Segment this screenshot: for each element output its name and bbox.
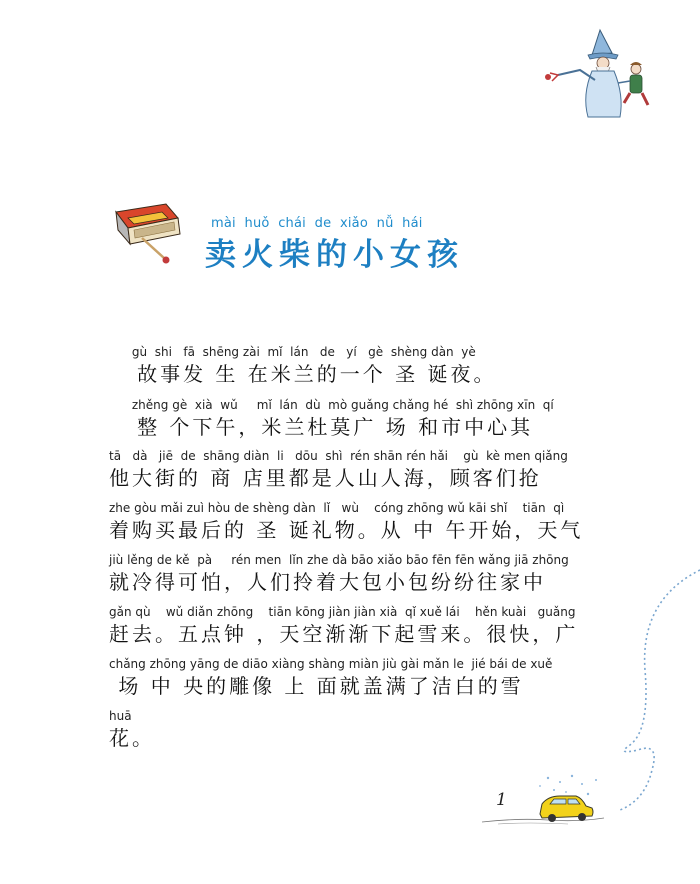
chinese-line: 整 个下午，米兰杜莫广 场 和市中心其	[109, 415, 534, 439]
title-block	[205, 216, 464, 274]
pinyin-line: gǎn qù wǔ diǎn zhōng tiān kōng jiàn jiàn xià qǐ xuě lái hěn kuài guǎng	[109, 605, 576, 619]
page-number: 1	[496, 790, 507, 810]
chinese-line: 场 中 央的雕像 上 面就盖满了洁白的雪	[109, 674, 524, 698]
text-line	[109, 500, 619, 542]
chinese-line: 赶去。五点钟 ，天空渐渐下起雪来。很快，广	[109, 622, 579, 646]
chinese-line: 他大街的 商 店里都是人山人海，顾客们抢	[109, 466, 542, 490]
pinyin-line: zhe gòu mǎi zuì hòu de shèng dàn lǐ wù cóng zhōng wǔ kāi shǐ tiān qì	[109, 501, 565, 515]
pinyin-line: gù shi fā shēng zài mǐ lán de yí gè shèng dàn yè	[109, 345, 476, 359]
pinyin-line: huā	[109, 709, 132, 723]
dotted-curve-decoration	[600, 560, 700, 820]
yellow-car-icon	[478, 772, 608, 832]
text-line	[109, 708, 619, 750]
text-line	[109, 604, 619, 646]
chinese-line: 故事发 生 在米兰的一个 圣 诞夜。	[109, 362, 497, 386]
title-pinyin: mài huǒ chái de xiǎo nǚ hái	[211, 216, 423, 231]
chinese-line: 着购买最后的 圣 诞礼物。从 中 午开始，天气	[109, 518, 584, 542]
pinyin-line: jiù lěng de kě pà rén men lǐn zhe dà bāo xiǎo bāo fēn fēn wǎng jiā zhōng	[109, 553, 569, 567]
chinese-line: 花。	[109, 726, 155, 750]
pinyin-line: chǎng zhōng yāng de diāo xiàng shàng miàn jiù gài mǎn le jié bái de xuě	[109, 657, 553, 671]
text-line	[109, 397, 619, 439]
text-line	[109, 448, 619, 490]
text-line	[109, 344, 619, 386]
pinyin-line: tā dà jiē de shāng diàn li dōu shì rén shān rén hǎi gù kè men qiǎng	[109, 449, 568, 463]
text-line	[109, 552, 619, 594]
text-line	[109, 656, 619, 698]
matchbox-icon	[108, 200, 188, 270]
wizard-illustration-icon	[540, 25, 665, 125]
pinyin-line: zhěng gè xià wǔ mǐ lán dù mò guǎng chǎng hé shì zhōng xīn qí	[109, 398, 554, 412]
page-title: 卖火柴的小女孩	[205, 237, 464, 273]
chinese-line: 就冷得可怕，人们拎着大包小包纷纷往家中	[109, 570, 546, 594]
